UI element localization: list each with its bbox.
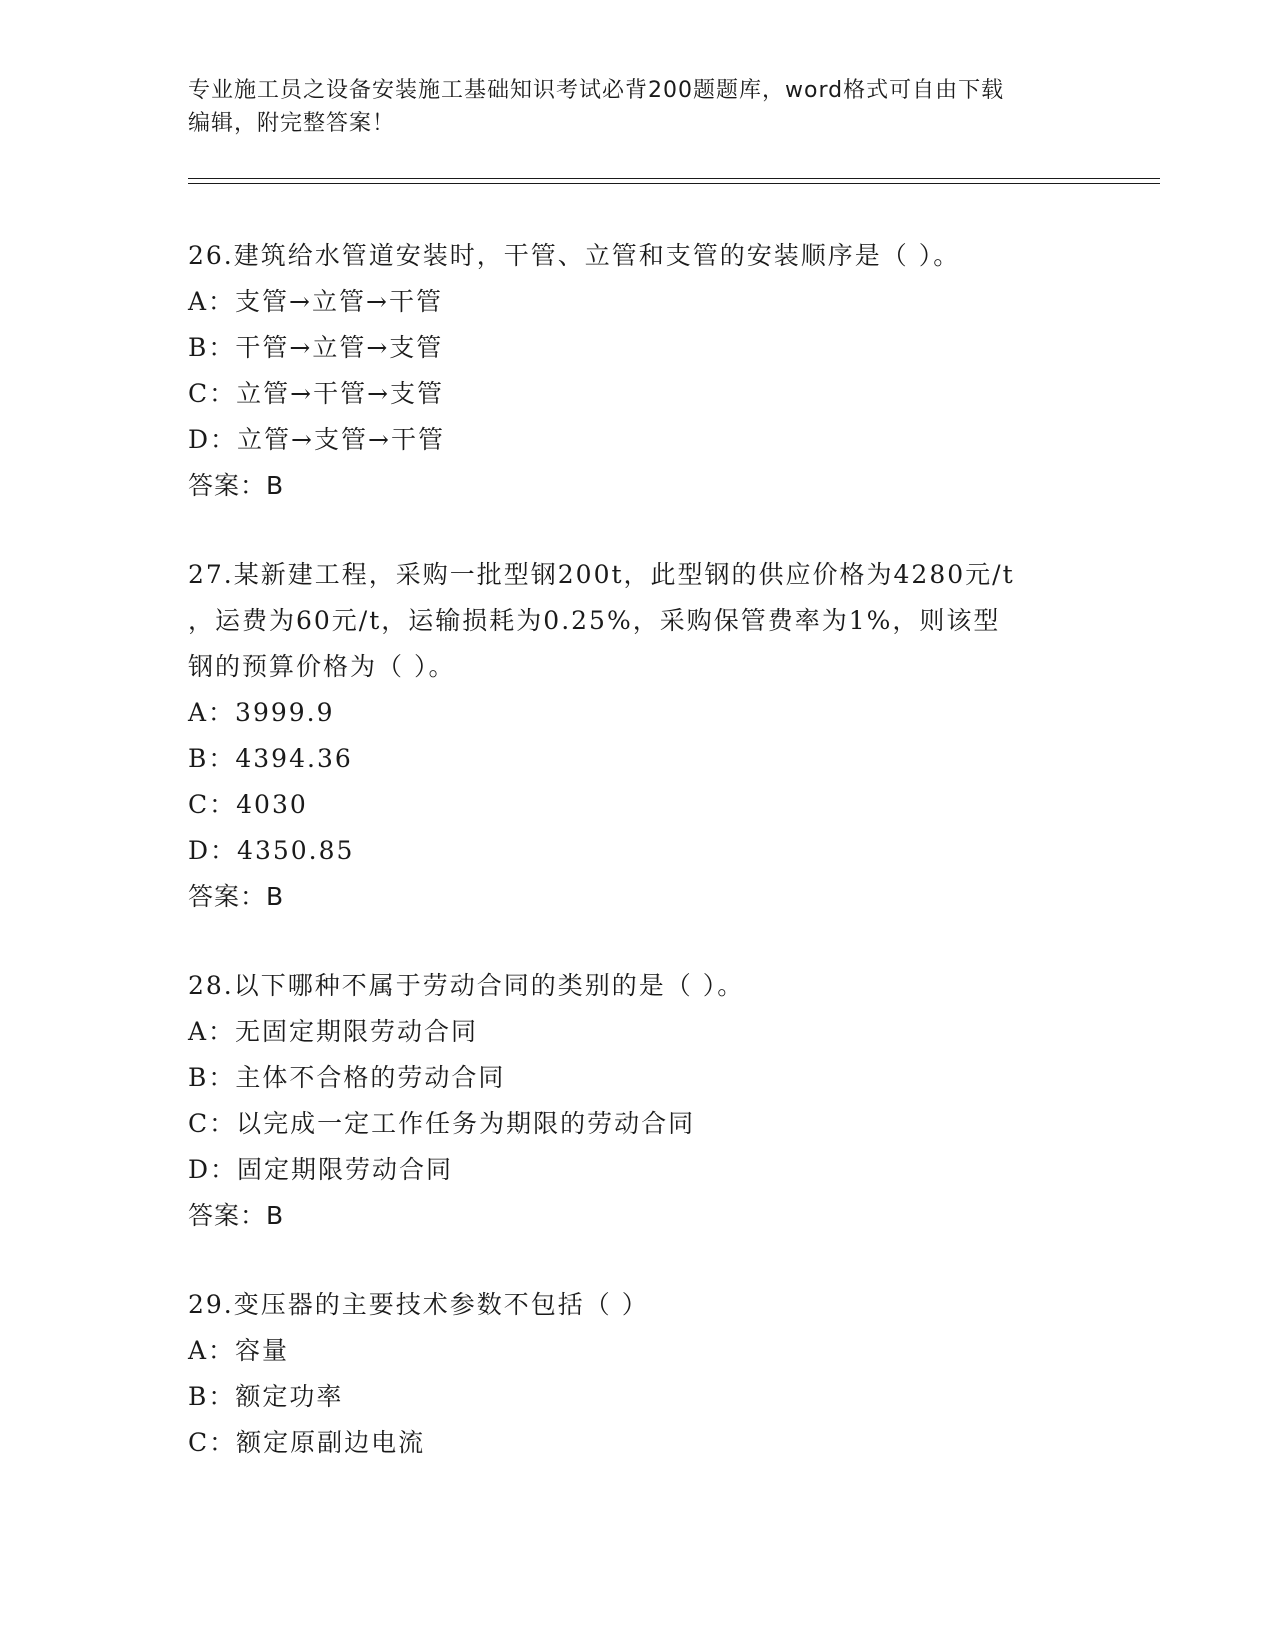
option-c: C：以完成一定工作任务为期限的劳动合同 (188, 1109, 696, 1138)
header-title-line-1: 专业施工员之设备安装施工基础知识考试必背200题题库，word格式可自由下载 (188, 78, 1005, 103)
option-c: C：4030 (188, 790, 308, 819)
question-text-cont: 钢的预算价格为（ ）。 (188, 652, 456, 681)
answer-text: 答案：B (188, 882, 285, 911)
option-d: D：固定期限劳动合同 (188, 1155, 454, 1184)
answer-text: 答案：B (188, 471, 285, 500)
question-text: 26.建筑给水管道安装时，干管、立管和支管的安装顺序是（ ）。 (188, 241, 961, 270)
question-block-28 (188, 963, 1088, 1239)
option-a: A：容量 (188, 1336, 290, 1365)
header-divider-bottom (188, 183, 1160, 184)
option-c: C：额定原副边电流 (188, 1428, 426, 1457)
option-d: D：4350.85 (188, 836, 355, 865)
question-block-29 (188, 1282, 1088, 1466)
document-header (188, 74, 1088, 140)
question-list (188, 233, 1088, 1466)
answer-text: 答案：B (188, 1201, 285, 1230)
question-text: 28.以下哪种不属于劳动合同的类别的是（ ）。 (188, 971, 745, 1000)
option-b: B：额定功率 (188, 1382, 344, 1411)
option-d: D：立管→支管→干管 (188, 425, 445, 454)
option-a: A：3999.9 (188, 698, 335, 727)
question-text: 29.变压器的主要技术参数不包括（ ） (188, 1290, 649, 1319)
header-title-line-2: 编辑，附完整答案！ (188, 111, 396, 136)
question-block-27 (188, 552, 1088, 920)
option-c: C：立管→干管→支管 (188, 379, 445, 408)
question-block-26 (188, 233, 1088, 509)
option-b: B：干管→立管→支管 (188, 333, 444, 362)
question-text-cont: ，运费为60元/t，运输损耗为0.25%，采购保管费率为1%，则该型 (188, 606, 1001, 635)
header-divider-top (188, 178, 1160, 179)
question-text: 27.某新建工程，采购一批型钢200t，此型钢的供应价格为4280元/t (188, 560, 1015, 589)
option-b: B：主体不合格的劳动合同 (188, 1063, 506, 1092)
option-b: B：4394.36 (188, 744, 353, 773)
option-a: A：无固定期限劳动合同 (188, 1017, 479, 1046)
option-a: A：支管→立管→干管 (188, 287, 443, 316)
